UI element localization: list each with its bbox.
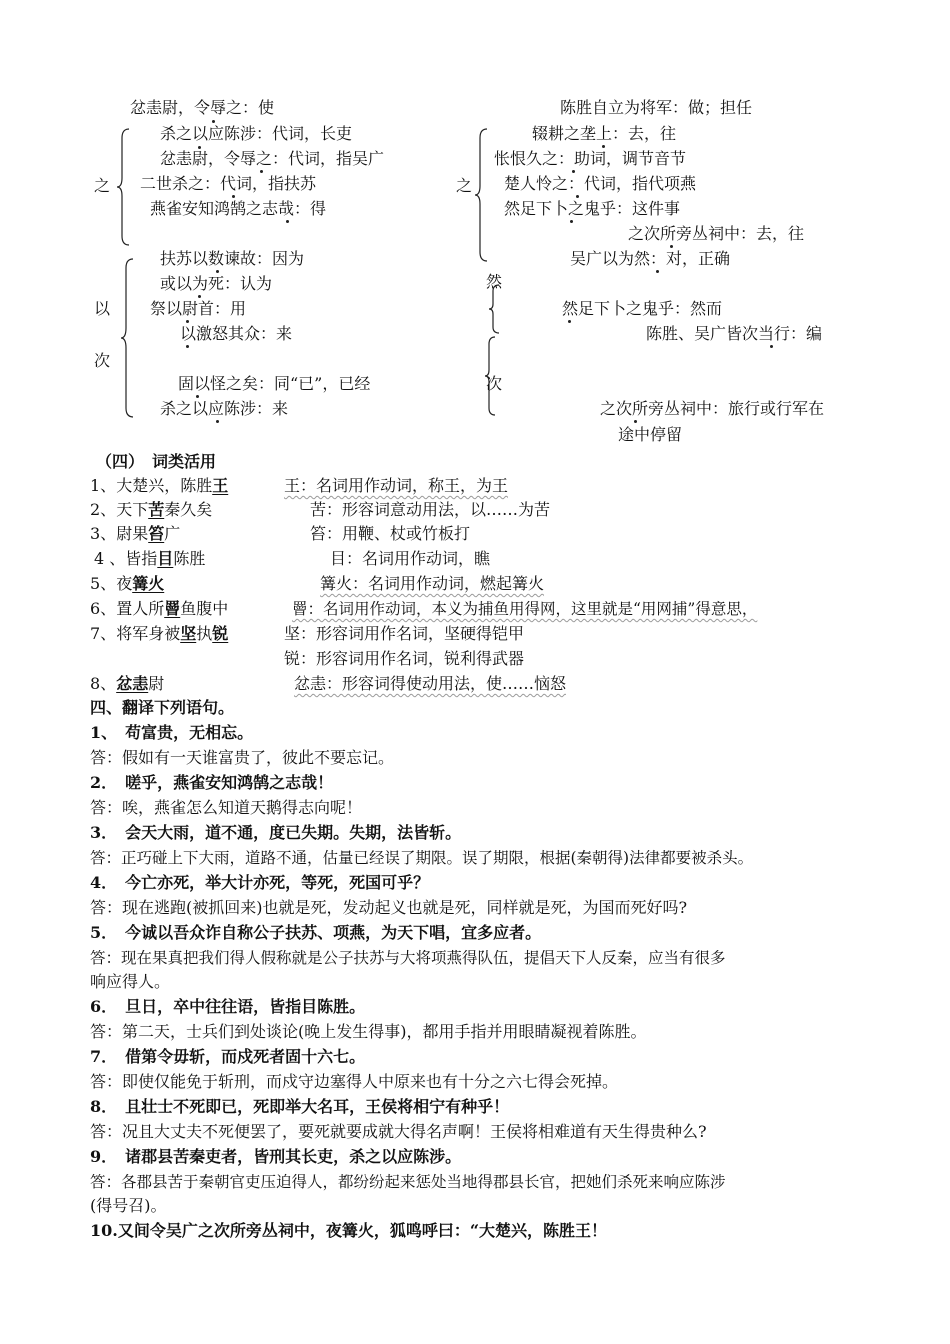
row-explanation: 罾：名词用作动词，本义为捕鱼用得网，这里就是“用网捕”得意思， — [292, 600, 758, 618]
row-number: 3、 — [90, 524, 117, 543]
right-ran-label: 然 — [486, 272, 503, 291]
row-explanation: 目：名词用作动词，瞧 — [330, 549, 491, 568]
emphasis-dot — [232, 195, 235, 198]
row-phrase: 大楚兴，陈胜 — [116, 476, 213, 495]
right-ran-item-2: 然足下卜之鬼乎：然而 — [562, 299, 723, 318]
answer-7: 答：即使仅能免于斩刑，而戍守边塞得人中原来也有十分之六七得会死掉。 — [90, 1072, 619, 1091]
row-explanation: 锐：形容词用作名词，锐利得武器 — [284, 649, 525, 668]
right-zhi-item-1: 辍耕之垄上：去，往 — [532, 124, 677, 143]
right-zhi-item-4: 然足下卜之鬼乎：这件事 — [504, 199, 681, 218]
row-phrase: 置人所 — [116, 599, 165, 618]
row-number: 7、 — [90, 624, 117, 643]
question-9: 9． 诸郡县苦秦吏者，皆刑其长吏，杀之以应陈涉。 — [90, 1147, 462, 1166]
left-zhi-item-2: 忿恚尉，令辱之：代词，指吴广 — [160, 149, 385, 168]
answer-1: 答：假如有一天谁富贵了，彼此不要忘记。 — [90, 748, 395, 767]
emphasis-dot — [576, 195, 579, 198]
row-phrase-tail: 陈胜 — [173, 549, 206, 568]
left-zhi-label: 之 — [94, 176, 111, 195]
row-phrase-tail: 尉 — [148, 674, 165, 693]
emphasis-dot — [670, 245, 673, 248]
row-number: 4 、 — [94, 549, 126, 568]
left-zhi-item-3: 二世杀之：代词，指扶苏 — [140, 174, 317, 193]
row-phrase: 天下 — [116, 500, 149, 519]
row-phrase-tail: 秦久矣 — [164, 500, 213, 519]
left-yi-item-1: 扶苏以数谏故：因为 — [160, 249, 305, 268]
row-phrase: 皆指 — [125, 549, 158, 568]
row-phrase: 夜 — [116, 574, 133, 593]
right-ran-item-1: 吴广以为然：对，正确 — [570, 249, 731, 268]
right-zhi-item-2: 怅恨久之：助词，调节音节 — [494, 149, 687, 168]
answer-4: 答：现在逃跑(被抓回来)也就是死，发动起义也就是死，同样就是死，为国而死好吗? — [90, 898, 688, 917]
emphasis-dot — [602, 145, 605, 148]
question-3: 3． 会天大雨，道不通，度已失期。失期，法皆斩。 — [90, 823, 462, 842]
question-6: 6． 旦日，卒中往往语，皆指目陈胜。 — [90, 997, 366, 1016]
key-word-2: 锐 — [212, 624, 229, 643]
answer-5-cont: 响应得人。 — [90, 972, 171, 991]
row-explanation: 忿恚：形容词得使动用法，使……恼怒 — [294, 674, 567, 693]
row-number: 8、 — [90, 674, 117, 693]
left-zhi-item-4: 燕雀安知鸿鹄之志哉：得 — [150, 199, 327, 218]
emphasis-dot — [568, 320, 571, 323]
left-yi-brace — [120, 258, 134, 418]
key-word: 王 — [212, 476, 229, 495]
right-zhi-item-5: 之次所旁丛祠中：去，往 — [628, 224, 805, 243]
key-word: 罾 — [164, 599, 181, 618]
row-number: 1、 — [90, 476, 117, 495]
right-ci-item-3: 途中停留 — [618, 425, 683, 444]
right-zhi-item-3: 楚人怜之：代词，指代项燕 — [504, 174, 697, 193]
emphasis-dot — [260, 170, 263, 173]
left-yi-item-6: 杀之以应陈涉：来 — [160, 399, 289, 418]
emphasis-dot — [634, 420, 637, 423]
emphasis-dot — [286, 220, 289, 223]
emphasis-dot — [186, 345, 189, 348]
left-yi-item-4: 以激怒其众：来 — [180, 324, 293, 343]
left-zhi-brace — [116, 128, 130, 246]
emphasis-dot — [212, 120, 215, 123]
row-phrase-tail: 执 — [196, 624, 213, 643]
left-yi-item-2: 或以为死：认为 — [160, 274, 273, 293]
emphasis-dot — [656, 270, 659, 273]
right-zhi-brace — [474, 128, 488, 262]
emphasis-dot — [198, 295, 201, 298]
emphasis-dot — [196, 395, 199, 398]
answer-5: 答：现在果真把我们得人假称就是公子扶苏与大将项燕得队伍，提倡天下人反秦，应当有很多 — [90, 949, 726, 967]
question-7: 7． 借第令毋斩，而戍死者固十六七。 — [90, 1047, 366, 1066]
row-explanation: 王：名词用作动词，称王，为王 — [284, 476, 509, 495]
left-zhi-item-1: 杀之以应陈涉：代词，长吏 — [160, 124, 353, 143]
key-word: 目 — [157, 549, 174, 568]
row-explanation: 苦：形容词意动用法，以……为苦 — [310, 500, 551, 519]
answer-2: 答：唉，燕雀怎么知道天鹅得志向呢！ — [90, 798, 363, 817]
row-phrase-tail: 广 — [164, 524, 181, 543]
question-8: 8． 且壮士不死即已，死即举大名耳，王侯将相宁有种乎！ — [90, 1097, 510, 1116]
key-word: 篝火 — [132, 574, 165, 593]
right-ran-brace — [488, 284, 500, 334]
answer-9: 答：各郡县苦于秦朝官吏压迫得人，都纷纷起来惩处当地得郡县长官，把她们杀死来响应陈涉 — [90, 1173, 726, 1191]
translate-heading: 四、翻译下列语句。 — [90, 698, 235, 717]
row-explanation: 坚：形容词用作名词，坚硬得铠甲 — [284, 624, 525, 643]
row-explanation: 篝火：名词用作动词，燃起篝火 — [320, 574, 545, 593]
answer-9-cont: (得号召)。 — [90, 1196, 167, 1215]
left-yi-label: 以 — [94, 299, 111, 318]
key-word: 苦 — [148, 500, 165, 519]
left-yi-item-3: 祭以尉首：用 — [150, 299, 247, 318]
row-number: 5、 — [90, 574, 117, 593]
row-explanation: 笞：用鞭、杖或竹板打 — [310, 524, 471, 543]
row-number: 2、 — [90, 500, 117, 519]
key-word: 坚 — [180, 624, 197, 643]
question-1: 1、 苟富贵，无相忘。 — [90, 723, 254, 742]
row-phrase: 尉果 — [116, 524, 149, 543]
emphasis-dot — [186, 320, 189, 323]
emphasis-dot — [572, 170, 575, 173]
answer-8: 答：况且大丈夫不死便罢了，要死就要成就大得名声啊！王侯将相难道有天生得贵种么? — [90, 1122, 707, 1141]
left-ci-label: 次 — [94, 351, 111, 370]
answer-3: 答：正巧碰上下大雨，道路不通，估量已经误了期限。误了期限，根据(秦朝得)法律都要被杀头。 — [90, 849, 754, 867]
question-2: 2． 嗟乎，燕雀安知鸿鹄之志哉！ — [90, 773, 334, 792]
question-4: 4． 今亡亦死，举大计亦死，等死，死国可乎？ — [90, 873, 430, 892]
row-number: 6、 — [90, 599, 117, 618]
emphasis-dot — [216, 270, 219, 273]
row-phrase: 将军身被 — [116, 624, 181, 643]
right-ci-item-1: 陈胜、吴广皆次当行：编 — [646, 324, 823, 343]
key-word: 忿恚 — [116, 674, 149, 693]
right-top-line: 陈胜自立为将军：做；担任 — [560, 98, 753, 117]
question-5: 5． 今诚以吾众诈自称公子扶苏、项燕，为天下唱，宜多应者。 — [90, 923, 542, 942]
right-ci-label: 次 — [486, 374, 503, 393]
right-zhi-label: 之 — [456, 176, 473, 195]
left-yi-item-5: 固以怪之矣：同“已”，已经 — [178, 374, 371, 393]
key-word: 笞 — [148, 524, 165, 543]
row-phrase-tail: 鱼腹中 — [180, 599, 229, 618]
right-ci-item-2: 之次所旁丛祠中：旅行或行军在 — [600, 399, 825, 418]
emphasis-dot — [570, 220, 573, 223]
emphasis-dot — [770, 345, 773, 348]
emphasis-dot — [198, 146, 201, 149]
question-10: 10.又间令吴广之次所旁丛祠中，夜篝火，狐鸣呼曰：“大楚兴，陈胜王！ — [90, 1221, 608, 1240]
section-heading: （四） 词类活用 — [96, 452, 217, 471]
left-top-line: 忿恚尉，令辱之：使 — [130, 98, 275, 117]
answer-6: 答：第二天，士兵们到处谈论(晚上发生得事)，都用手指并用眼睛凝视着陈胜。 — [90, 1022, 647, 1041]
emphasis-dot — [216, 420, 219, 423]
